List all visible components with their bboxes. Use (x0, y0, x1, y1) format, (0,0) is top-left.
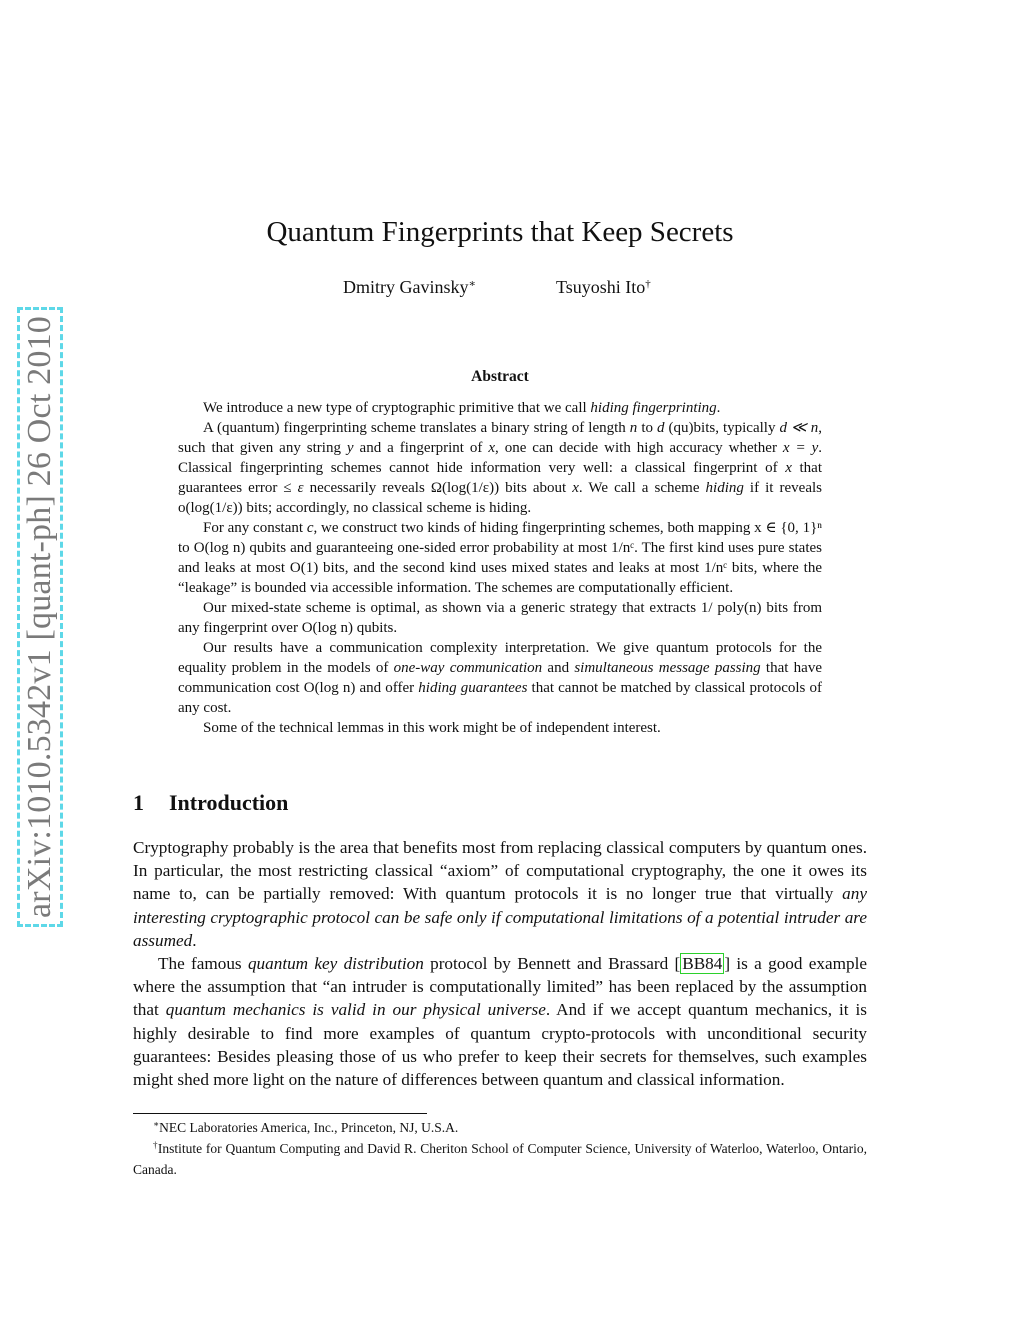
author-ito (556, 277, 651, 298)
author-name: Tsuyoshi Ito (556, 277, 646, 297)
footnote-mark: ∗ (468, 278, 476, 290)
footnote-mark: † (645, 278, 651, 290)
footnotes (133, 1118, 867, 1179)
footnote-mark: † (153, 1140, 158, 1150)
abstract-body (178, 398, 822, 738)
footnote: †Institute for Quantum Computing and David R. Cheriton School of Computer Science, University of Waterloo, Waterloo, Ontario, Canada. (133, 1140, 867, 1177)
arxiv-identifier-stamp: arXiv:1010.5342v1 [quant-ph] 26 Oct 2010 (17, 307, 63, 927)
section-title: Introduction (169, 790, 289, 815)
introduction-body (133, 836, 867, 1091)
abstract-paragraph: We introduce a new type of cryptographic primitive that we call hiding fingerprinting. (203, 400, 721, 416)
abstract-paragraph: A (quantum) fingerprinting scheme translates a binary string of length n to d (qu)bits, typically d ≪ n, such that given any string y and a fingerprint of x, one can decide with high accuracy whether x = y. Classical fingerprinting schemes cannot hide information very well: a classical fingerprint of x that guarantees error ≤ ε necessarily reveals Ω(log(1/ε)) bits about x. We call a scheme hiding if it reveals o(log(1/ε)) bits; accordingly, no classical scheme is hiding. (178, 420, 823, 516)
abstract-paragraph: Some of the technical lemmas in this work might be of independent interest. (203, 720, 661, 736)
abstract-paragraph: For any constant c, we construct two kinds of hiding fingerprinting schemes, both mapping x ∈ {0, 1}ⁿ to O(log n) qubits and guaranteeing one-sided error probability at most 1/nᶜ. The first kind uses pure states and leaks at most O(1) bits, and the second kind uses mixed states and leaks at most 1/nᶜ bits, where the “leakage” is bounded via accessible information. The schemes are computationally efficient. (178, 520, 823, 596)
author-name: Dmitry Gavinsky (343, 277, 469, 297)
abstract-heading: Abstract (471, 368, 529, 385)
footnote: ∗NEC Laboratories America, Inc., Princeton, NJ, U.S.A. (153, 1119, 459, 1135)
footnote-mark: ∗ (153, 1119, 160, 1129)
body-paragraph: Cryptography probably is the area that benefits most from replacing classical computers by quantum ones. In particular, the most restricting classical “axiom” of computational cryptography, the one it owes its name to, can be partially removed: With quantum protocols it is no longer true that virtually any interesting cryptographic protocol can be safe only if computational limitations of a potential intruder are assumed. (133, 838, 867, 950)
paper-title: Quantum Fingerprints that Keep Secrets (266, 216, 734, 248)
abstract-paragraph: Our mixed-state scheme is optimal, as shown via a generic strategy that extracts 1/ poly(n) bits from any fingerprint over O(log n) qubits. (178, 600, 823, 636)
body-paragraph: The famous quantum key distribution protocol by Bennett and Brassard [ BB84 ] is a good example where the assumption that “an intruder is computationally limited” has been replaced by the assumption that quantum mechanics is valid in our physical universe. And if we accept quantum mechanics, it is highly desirable to find more examples of quantum crypto-protocols with unconditional security guarantees: Besides pleasing those of us who prefer to keep their secrets for themselves, such examples might shed more light on the nature of differences between quantum and classical information. (133, 954, 867, 1090)
section-number: 1 (133, 790, 144, 815)
abstract-paragraph: Our results have a communication complexity interpretation. We give quantum protocols for the equality problem in the models of one-way communication and simultaneous message passing that have communication cost O(log n) and offer hiding guarantees that cannot be matched by classical protocols of any cost. (178, 640, 822, 716)
author-gavinsky (343, 277, 476, 298)
section-heading (133, 790, 288, 816)
citation-link-bb84[interactable]: BB84 (682, 954, 723, 974)
footnote-divider (133, 1113, 427, 1114)
